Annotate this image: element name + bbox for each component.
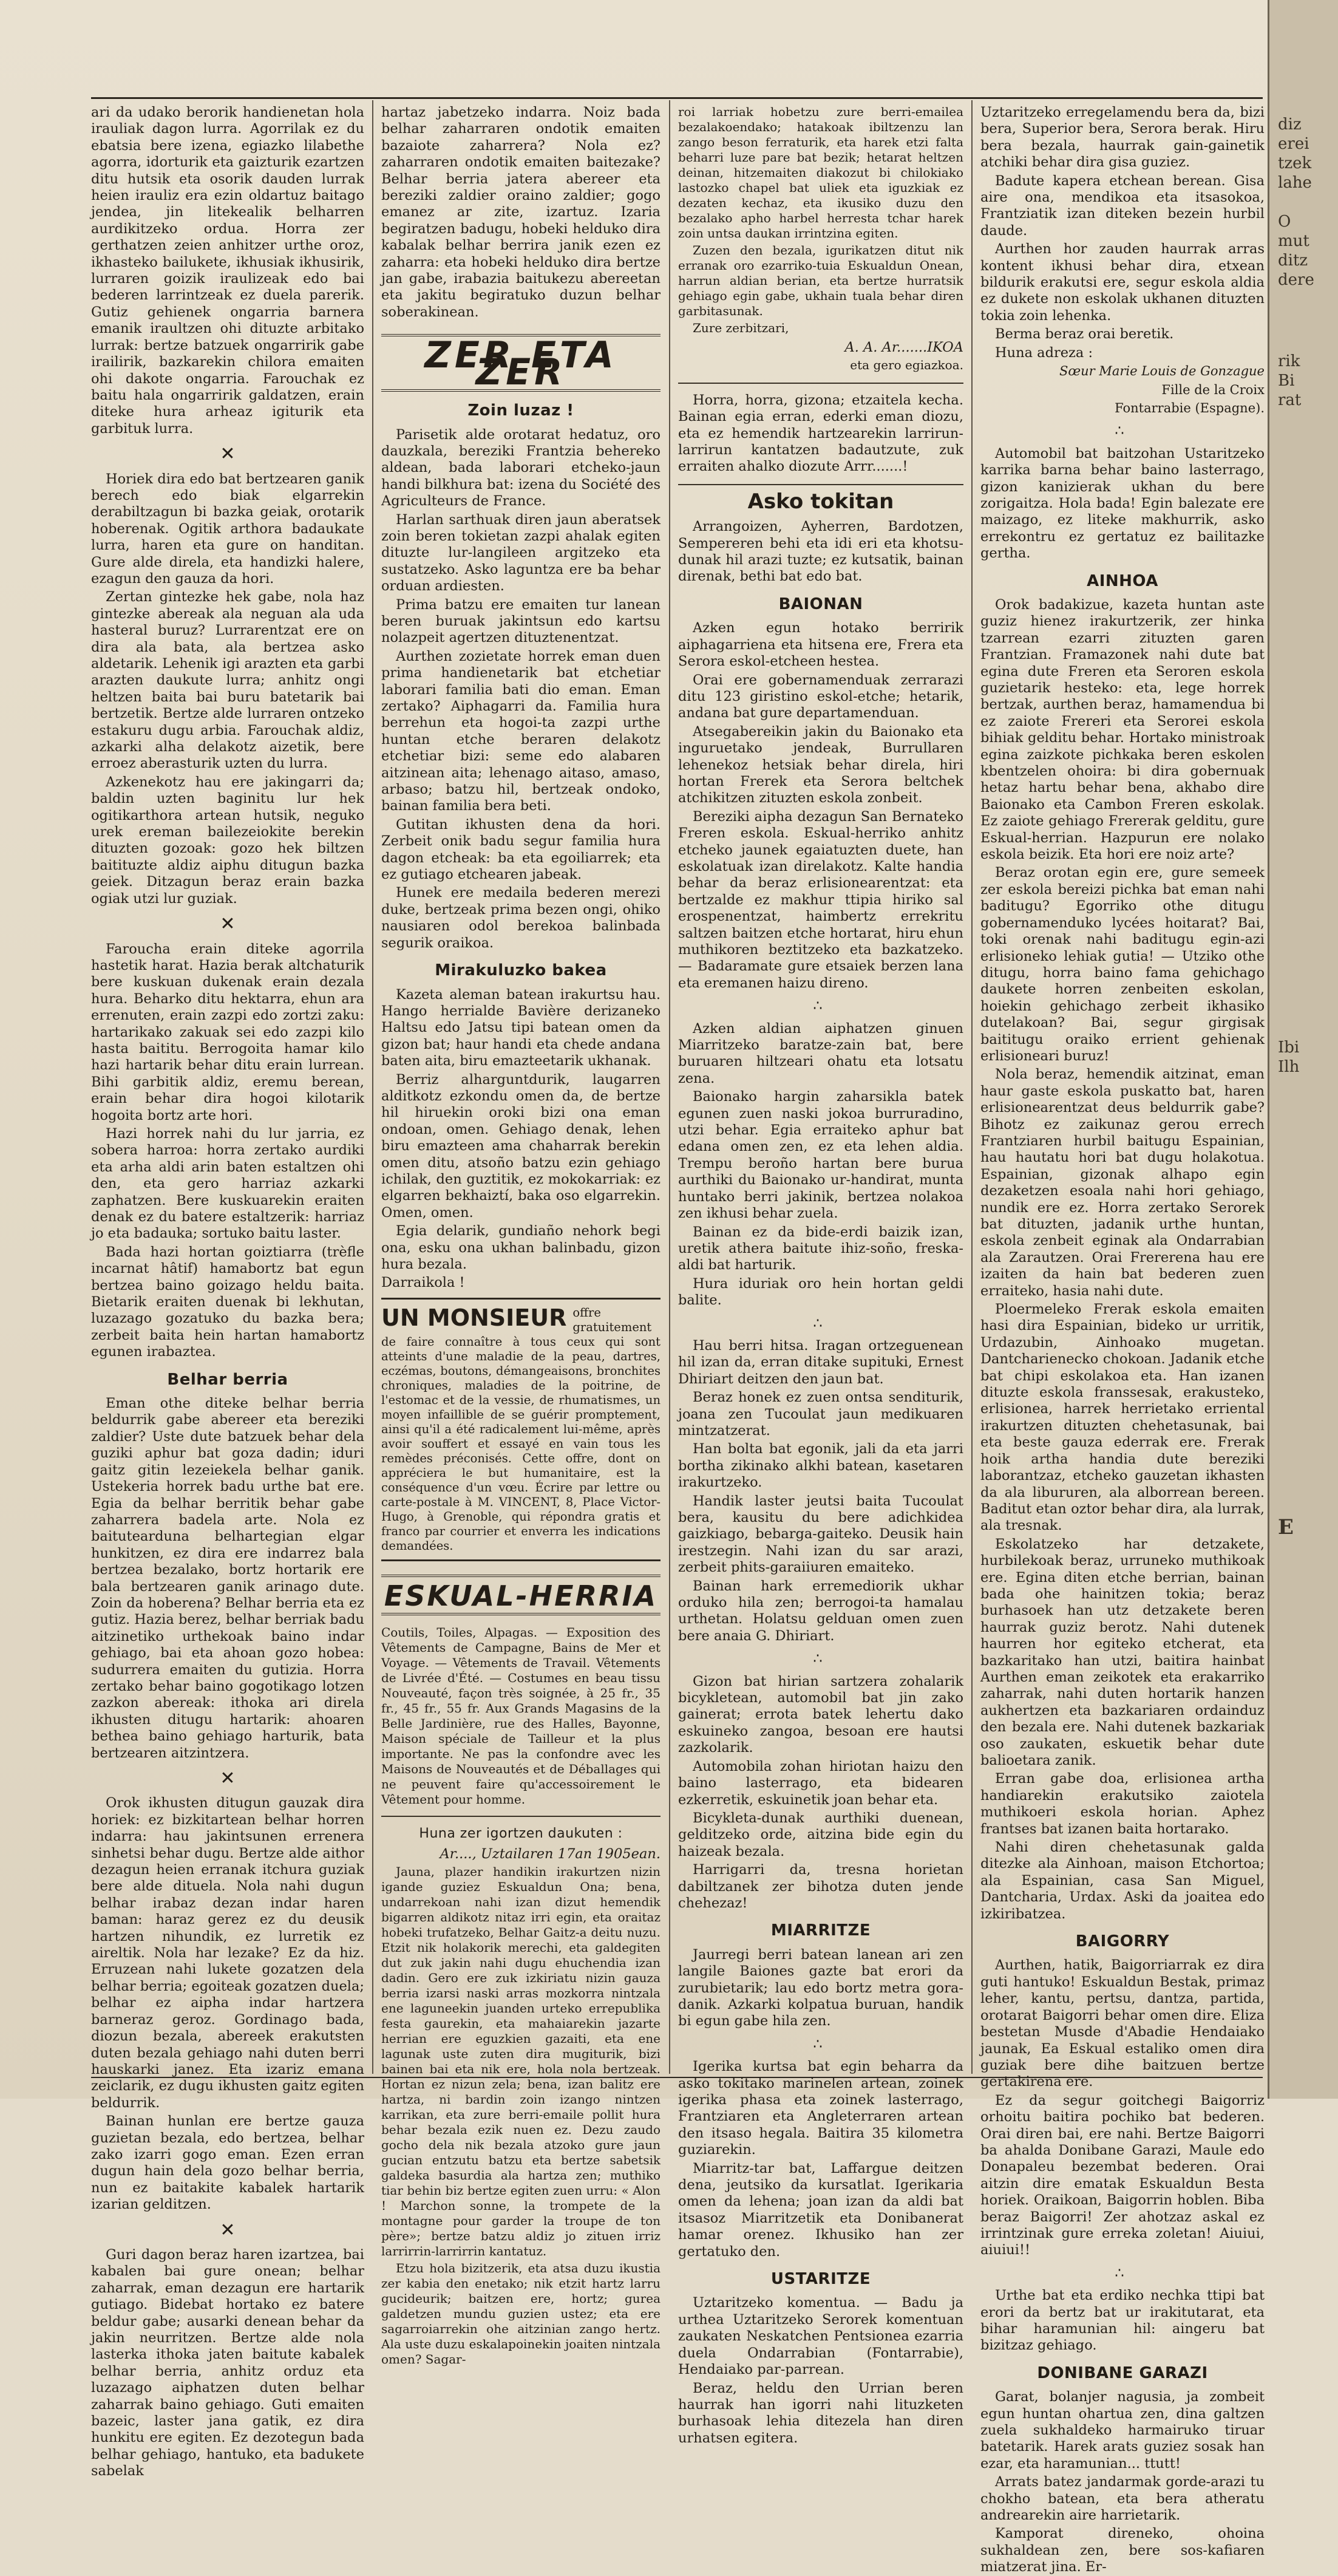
paragraph: Bainan hunlan ere bertze gauza guzietan bezala, edo bertzea, belhar zako izarri gogo eman. Ezen erran dugun hain dela gozo belhar berria, nun ez baitakite kabalek hartarik izarian gelditzen. [91,2113,364,2213]
adjacent-page-strip [1268,0,1338,2099]
paragraph: ari da udako berorik handienetan hola irauliak dagon lurra. Agorrilak ez du ebatsia bere izena, egiazko lilabethe agorra, idorturik eta gaizturik ezartzen ditu hutsik eta osorik dauden lurrak heien irauliz era ezin oldartuz baitago jendea, jin litekealik belharren aurdikitzeko ordua. Horra zer gerthatzen zeien anhitzer urthe oroz, ikhasteko bailukete, ikhusiak ikhusirik, lurraren goizik iraulizeak edo bai bederen larrintzeak ez duela parerik. Gutiz gehienek ongarria barnera emanik iraultzen ohi dituzte arbitako lurrak: bertze batzuek ongarririk gabe irailirik, bazkarekin chilora emaiten ohi dakote ongarria. Farouchak ez baitu hala ongarririk galdatzen, erain diteke hura arheaz igiturik eta garbituk lurra. [91,104,364,437]
paragraph: Han bolta bat egonik, jali da eta jarri bortha zikinako alkhi batean, kasetaren irakurtzeko. [678,1441,963,1491]
town-heading: AINHOA [1087,571,1158,590]
paragraph: Etzu hola bizitzerik, eta atsa duzu ikustia zer kabia den enetako; nik etzit hartz larru gucideurik; baitzen ere, hortz; gurea galdetzen mundu guzien ustez; eta ere sagarroiarrekin ohe aitzinian zango hertz. Ala uste duzu eskalapoinekin joaiten nintzala omen? Sagar- [381,2261,661,2367]
paragraph: Bainan hark erremediorik ukhar orduko hila zen; berrogoi-ta hamalau urthetan. Holatsu gelduan omen zuen bere anaia G. Dhiriart. [678,1578,963,1644]
separator-cross: ✕ [220,913,236,935]
letter-signature-note: eta gero egiazkoa. [850,358,963,373]
paragraph: Beraz orotan egin ere, gure semeek zer eskola bereizi pichka bat eman nahi baditugu? Egorriko othe ditugu gobernamenduko lycées hoitarat? Bai, toki orenak nahi baditugu egin-azi erlisioneko lehiak gutia! — Utziko othe ditugu, horra baino fama gehichago daukete horren zenbeiten eskolan, hoiekin gehichago zerbeit ikhasiko dutelakoan? Bai, segur girgisak baititugu oraiko errient gehienak erlisioneari buruz! [980,865,1265,1064]
column-divider [971,100,973,2074]
paragraph: Farouchа erain diteke agorrila hastetik harat. Hazia berak altchaturik bere kuskuan dukenak erain dezala hura. Beharko ditu hektarrа, ehun ara errenuten, erain zazpi edo zortzi zaku: hartarikako zakuak sei edo zazpi kilo hasta baititu. Berrogoita hamar kilo hazi hartarik behar ditu erain lurrean. Bihi garbitik aldiz, eremu berean, erain behar dira hogoi kilotarik hogoita bortz arte hori. [91,941,364,1123]
strip-fragment: rik [1278,352,1300,370]
address-line: Fille de la Croix [1161,382,1265,397]
paragraph: Automobila zohan hiriotan haizu den baino lasterrago, eta bidearen ezkerretik, eskuinetik joan behar eta. [678,1758,963,1808]
strip-fragment: Ilh [1278,1058,1300,1076]
separator-dots: ∴ [813,2035,829,2053]
separator-dots: ∴ [813,1650,829,1668]
section-heading: Asko tokitan [747,489,894,514]
town-heading: BAIONAN [778,595,863,613]
paragraph: Uztaritzeko erregelamendu bera da, bizi bera, Superior bera, Serora berak. Hiru bera bezala, haurrak gain-gainetik atchiki behar dira gisa guziez. [980,104,1265,171]
ad-headline: UN MONSIEUR [381,1304,567,1331]
paragraph: Ploermeleko Frerak eskola emaiten hasi dira Espainian, bideko ur urritik, Urdazubin, Ainhoako mugetan. Dantcharienecko chokoan. Jadanik etche bat chipi eskolakoa eta. Han izanen dituzte eskola franssesak, erakusteko, erlisionea, harrek herrietako erriental irakurtzen dituzten chehetasunak, bai eta beste gauza ederrak ere. Frerak hoik artha handia dute bereziki laborantzaz, etcheko gauzetan ikhasten da ala libururen, ala alborrean bereen. Baditut etan oztor behar dira, ala lurrak, ala tresnak. [980,1301,1265,1534]
paragraph: Azken egun hotako berririk aiphagarriena eta hitsena ere, Frera eta Serora eskol-etcheen hestea. [678,620,963,670]
paragraph: Huna adreza : [995,344,1093,361]
paragraph: Igerika kurtsa bat egin beharra da asko tokitako marinelen artean, zoinek igerika phasa eta zoinek lasterrago, Frantziaren eta Angleterraren artean den itsaso hegala. Baitira 35 kilometra guziarekin. [678,2059,963,2158]
paragraph: Bada hazi hortan goiztiarra (trèfle incarnat hâtif) hamabortz bat egun bertzea baino goizago heldu baita. Bietarik eraiten duenak bi lekhutan, luzazago gozatuko du bazka bera; zerbeit baita hein hartan hamabortz egunen irabaztea. [91,1244,364,1360]
town-heading: MIARRITZE [770,1921,871,1940]
paragraph: Bereziki aipha dezagun San Bernateko Freren eskola. Eskual-herriko anhitz etcheko jaunek egaiatuzten duete, han eskolatuak izan direlakotz. Kalte handia behar da beraz erlisionearentzat: eta bertzalde ez makhur ttipia hiriko sal erospenentzat, haimbertz errekritu saltzen baitzen etche hortarat, hiru ehun muthikoren beztitzeko eta bazkatzeko. — Badaramate gure etsaiek berzen lana eta eremanen haizu direno. [678,808,963,991]
paragraph: Azkenekotz hau ere jakingarri da; baldin uzten baginitu lur hek ogitikarthora artean hutsik, neguko urek ereman bailezeiokite berekin dituzten gozoak: gozo hek biltzen baitituzte aldiz aiphu ditugun bazka geiek. Ditzagun beraz erain bazka ogiak utzi lur guziak. [91,774,364,907]
letter-intro: Huna zer igortzen daukuten : [419,1826,623,1842]
paragraph: Bainan ez da bide-erdi baizik izan, uretik athera baitute ihiz-soño, freska-aldi bat harturik. [678,1224,963,1273]
paragraph: Horra, horra, gizona; etzaitela kecha. Bainan egia erran, ederki eman diozu, eta ez hemendik hartzearekin larrirun-larrirun kantatzen badautzute, zuk erraiten ahalko diozute Arrr.......! [678,392,963,475]
column-divider [669,100,670,2074]
strip-fragment: rat [1278,391,1302,409]
separator-cross: ✕ [220,443,236,465]
paragraph: Baionako hargin zaharsikla batek egunen zuen naski jokoa burruradino, utzi behar. Egia erraiteko aphur bat edana omen zen, ez eta lehen aldia. Trempu beroño hartan bere burua aurthiki du Baionako ur-handirat, munta huntako berri jakinik, bertzea nolakoa zen ikhusi behar zuela. [678,1089,963,1222]
paragraph: Hunek ere medaila bederen merezi duke, bertzeak prima bezen ongi, ohiko nausiaren odol berekoa balinbada segurik oraikoa. [381,885,661,951]
strip-fragment: ditz [1278,251,1308,270]
ad-body: offre gratuitement de faire connaître à tous ceux qui sont atteints d'une maladie de la peau, dartres, eczémas, boutons, démangeaisons, bronchites chroniques, maladies de la poitrine, de l'estomac et de la vessie, de rhumatismes, un moyen infaillible de se guérir promptement, ainsi qu'il a été radicalement lui-même, après avoir souffert et essayé en vain tous les remèdes préconisés. Cette offre, dont on appréciera le but humanitaire, est la conséquence d'un vœu. Écrire par lettre ou carte-postale à M. VINCENT, 8, Place Victor-Hugo, à Grenoble, qui répondra gratis et franco par courrier et enverra les indications demandées. [381,1305,661,1553]
paragraph: Ez da segur goitchegi Baigorriz orhoitu baitira pochiko bat bederen. Orai diren bai, ere nahi. Bertze Baigorri ba ahalda Donibane Garazi, Maule edo Donapaleu bezembat bederen. Orai aitzin dire ematak Eskualdun Besta horiek. Oraikoan, Baigorrin hoblen. Biba beraz Baigorri! Zer ahotzaz askal ez irrintzinak gure erreka zoletan! Aiuiui, aiuiui!! [980,2092,1265,2258]
paragraph: Aurthen, hatik, Baigorriarrak ez dira guti hantuko! Eskualdun Bestak, primaz leher, kantu, pertsu, dantza, partida, orotarat Baigorri behar omen dire. Eliza bestetan Musde d'Abadie Hendaiako jaunak, Ea Eskual estaliko omen dira guziak bere dihe baitzuen bertze gertakirena ere. [980,1957,1265,2090]
paragraph: Berma beraz orai beretik. [995,326,1174,342]
address-line: Sœur Marie Louis de Gonzague [1059,364,1265,379]
signature: Darraikola ! [381,1275,465,1291]
paragraph: roi larriak hobetzu zure berri-emailea bezalakoendako; hatakoak ibiltzenzu lan zango beson ferraturik, eta harek etzi falta beharri luze pare bat bezik; hetarat heltzen deinan, hitzemaiten diakozut bi chilokiako lastozko chapel bat uliek eta iguzkiak ez dezaten kechaz, eta ikusiko duzu den bezalako apho harbel herresta tchar harek zoin untsa daukan irrintzina egiten. [678,104,963,240]
paragraph: Berriz alharguntdurik, laugarren alditkotz ezkondu omen da, de bertze hil hiruekin oroki bizi ona eman ondoan, omen. Gehiago denak, lehen biru emazteen ama chaharrak berekin omen ditu, atsoño batzu ezin gehiago ichilak, den guztitik, ez mokokarriak: ez elgarren bekhaiztí, baka oso elgarrekin. Omen, omen. [381,1071,661,1221]
rule [381,1816,661,1817]
paragraph: Harlan sarthuak diren jaun aberatsek zoin beren tokietan zazpi ahalak egiten dituzte lur-langileen argitzeko eta sustatzeko. Asko laguntza ere ba behar orduan ardiesten. [381,511,661,595]
column-4 [980,104,1265,2575]
town-heading: DONIBANE GARAZI [1037,2363,1208,2382]
paragraph: Hazi horrek nahi du lur jarria, ez sobera harroa: horra zertako aurdiki eta arha aldi arin baten estaltzen ohi den, eta gero harriaz azkarki zaphatzen. Bere kuskuarekin eraiten denak ez du batere estaltzerik: harriaz jo eta badauka; sortuko baitu laster. [91,1125,364,1242]
paragraph: Gizon bat hirian sartzera zohalarik bicykletean, automobil bat jin zako gainerat; errota batek lehertu dako eskuineko zangoa, besoan ere hautsi zazkolarik. [678,1673,963,1756]
separator-dots: ∴ [813,997,829,1015]
letter-dateline: Ar...., Uztailaren 17an 1905ean. [440,1845,661,1862]
separator-cross: ✕ [220,1768,236,1789]
paragraph: hartaz jabetzeko indarra. Noiz bada belhar zaharraren ondotik emaiten bazaiote zaharrera? Nola ez? zaharraren ondotik emaiten baitezake? Belhar berria jatera abereer eta bereziki zaldier oraino zaldier; gogo emanez ar zite, izartuz. Izaria begiratzen badugu, hobeki helduko dira kabalak belhar berrira janik ezen ez zaharra: eta hobeki helduko dira bertze jan gabe, irabazia baitukezu abereetan eta jakitu begiratuko duzun belhar soberakinean. [381,104,661,320]
strip-fragment: tzek [1278,154,1312,172]
paragraph: Parisetik alde orotarat hedatuz, oro dauzkala, bereziki Frantzia behereko aldean, bada laborari etcheko-jaun handi bilkhura bat: izena du Société des Agriculteurs de France. [381,426,661,509]
paragraph: Gutitan ikhusten dena da hori. Zerbeit onik badu segur familia hura dagon etcheak: ba eta egoiliarrek; eta ez gutiago etchearen jabeak. [381,816,661,883]
advertisement-un-monsieur [381,1298,661,1561]
section-banner-eskual-herria: ESKUAL-HERRIA [381,1575,661,1615]
paragraph: Bicykleta-dunak aurthiki duenean, gelditzeko orde, aitzina bide egin du haizeak bezala. [678,1810,963,1859]
separator-cross: ✕ [220,2219,236,2241]
paragraph: Guri dagon beraz haren izartzea, bai kabalen bai gure onean; belhar zaharrak, eman dezagun ere hartarik gutiago. Bidebat hortako ez batere beldur gabe; ausarki denean behar da jakin neurritzen. Bertze alde nola lasterka ithoka jaten baitute kabalek belhar berria, anhitz orduz eta luzazago aiphatzen duten belhar zaharrak baino gehiago. Guti emaiten bazeic, laster jana gatik, ez dira hunkitu ere egiten. Ez dezotegun bada belhar gehiago, hantuko, eta badukete sabelak [91,2246,364,2479]
address-line: Fontarrabie (Espagne). [1115,400,1265,415]
paragraph: Hau berri hitsa. Iragan ortzeguenean hil izan da, erran ditake supituki, Ernest Dhiriart deitzen den jaun bat. [678,1337,963,1387]
strip-fragment: E [1278,1515,1294,1539]
advertisement-belle-jardiniere: Coutils, Toiles, Alpagas. — Exposition des Vêtements de Campagne, Bains de Mer et Voyage. — Vêtements de Travail. Vêtements de Livrée d'Été. — Costumes en beau tissu Nouveauté, façon très soignée, à 25 fr., 35 fr., 45 fr., 55 fr. Aux Grands Magasins de la Belle Jardinière, rue des Halles, Bayonne, Maison spéciale de Tailleur et la plus importante. Ne pas la confondre avec les Maisons de Nouveautés et de Déballages qui ne peuvent faire qu'accessoirement le Vêtement pour homme. [381,1625,661,1807]
top-rule [91,97,1263,99]
paragraph: Eman othe diteke belhar berria beldurrik gabe abereer eta bereziki zaldier? Uste dute batzuek behar dela guziki aphur bat goza dadin; iduri gaitz gitin lezeiekela belhar ganik. Ustekeria horrek badu urthe bat ere. Egia da belhar berritik behar gabe zaharrera badela arte. Nola ez baitutearduna belhartegian elgar hunkitzen, ez dira ere indarrez bala bertzea bezalako, bortz hortarik ere bala bertzearen ganik arinago dute. Zoin da hoberena? Belhar berria eta ez gutiz. Hazia berez, belhar berriak badu aitzinetiko urthekoak baino indar gehiago, bai eta ahoan gozo hobea: sudurrera emaiten du gutizia. Horra zertako behar baino gogotikago lotzen zazkon abereak: ithoka ari direla ikhusten ditugu hartarik: ahoaren bethea baino gehiago harturik, bata bertzearen aitzintzera. [91,1395,364,1761]
paragraph: Zuzen den bezala, igurikatzen ditut nik erranak oro ezarriko-tuia Eskualdun Onean, harrun aldian berian, eta bertze hurratsik gehiago egin gabe, ukhain tuala behar diren garbitasunak. [678,243,963,318]
paragraph: Nahi diren chehetasunak galda ditezke ala Ainhoan, maison Etchortoa; ala Espainian, casa San Miguel, Dantcharia, Urdax. Aski da joaitea edo izkiribatzea. [980,1839,1265,1922]
paragraph: Badute kapera etchean berean. Gisa aire ona, mendikoa eta itsasokoa, Frantziatik izan diteken bezein hurbil daude. [980,172,1265,239]
town-heading: BAIGORRY [1075,1932,1170,1951]
strip-fragment: mut [1278,232,1309,250]
strip-fragment: Ibi [1278,1038,1300,1057]
paragraph: Kazeta aleman batean irakurtsu hau. Hango herrialde Bavière derizaneko Haltsu edo Jatsu tipi batean omen da gizon bat; haur handi eta chede andana baten aita, biru emazteetarik ukhanak. [381,986,661,1069]
paragraph: Handik laster jeutsi baita Tucoulat bera, kausitu du bere adichkidea gaizkiago, bebarga-gaiteko. Deusik hain irestzegin. Nahi izan du sar arazi, zerbeit phits-garaiiuren emaiteko. [678,1493,963,1576]
strip-fragment: diz [1278,115,1302,134]
strip-fragment: erei [1278,135,1309,153]
paragraph: Automobil bat baitzohan Ustaritzeko karrika barna behar baino lasterrago, gizon kanizierak ukhan du bere zorigaitza. Hola bada! Egin balezate ere maizago, ez liteke makhurrik, asko errekontru ez gertatuz ez bailitazke gertha. [980,445,1265,562]
strip-fragment: O [1278,213,1291,231]
paragraph: Zure zerbitzari, [693,321,789,335]
column-divider [372,100,373,2074]
paragraph: Uztaritzeko komentua. — Badu ja urthea Uztaritzeko Serorek komentuan zaukaten Neskatchen Pentsionea ezarria duela Ondarrabian (Fontarrabie), Hendaiako par-parrean. [678,2295,963,2378]
paragraph: Beraz honek ez zuen ontsa senditurik, joana zen Tucoulat jaun medikuaren mintzatzerat. [678,1389,963,1439]
letter-signature: A. A. Ar.......IKOA [844,339,963,355]
paragraph: Orok ikhusten ditugun gauzak dira horiek: ez bizkitartean belhar horren indarra: hau jakintsunen errenera sinhetsi behar dugu. Bertze alde aithor dezagun heien erranak itchura guziak bere alde dituela. Nola nahi dugun belhar irabaz dezan indar haren baman: haraz gerez ez du deusik hartzen nihundik, ez lurretik ez aireltik. Nola har lezake? Ez da hiz. Erruzean nahi lukete gozatzen dela belhar berria; egoiteak gozatzen duela; belhar ez aipha indar hartzera barneraz geroz. Gordinago bada, diozun bezala, abereek erakutsten duten bezala gehiago nahi duten berri hauskarki janez. Eta izariz emana zeiclarik, ez dugu ikhusten gaitz egiten beldurrik. [91,1795,364,2111]
paragraph: Aurthen hor zauden haurrak arras kontent ikhusi behar dira, etxean bildurik erakutsi ere, segur eskola aldia ez dukete non eskolak ukhanen dituzten tokia zoin lehenka. [980,241,1265,324]
paragraph: Kamporat direneko, ohoina sukhaldean zen, bere sos-kafiaren miatzerat jina. Er- [980,2526,1265,2575]
rule [678,484,963,485]
paragraph: Zertan gintezke hek gabe, nola haz gintezke abereak ala neguan ala uda hasteral buruz? Lurrarentzat ere on dira ala bata, ala bertzea asko aldetarik. Lehenik igi arazten eta garbi arazten daukute lurra; anhitz ongi heltzen baita bai buru batetarik bai bertzetik. Bertze alde lurraren ontzeko estakuru dugu arbia. Farouchak aldiz, azkarki alha delakotz aizetik, bere erroez aberasturik uzten du lurra. [91,589,364,772]
paragraph: Atsegabereikin jakin du Baionako eta inguruetako jendeak, Burrullaren lehenekoz hetsiak behar direla, hiri hortan Frerek eta Serora beltchek atchikitzen zituzten eskola zonbeit. [678,723,963,806]
column-2 [381,104,661,2367]
paragraph: Eskolatzeko har detzakete, hurbilekoak beraz, urruneko muthikoak ere. Egina diten etche berrian, bainan bada ohe hainitzen tokia; beraz burhasoek han utz detzakete beren haurrak guziz berotz. Nahi dutenek haurren hor egiteko etcherat, eta bazkaritako han utzi, baitira hainbat Aurthen eman zeikotek eta erakarriko zaharrak, nahi duten hortarik hanzen aukhertzen eta bazkariaren ordainduz den bezala ere. Nahi dutenek bazkariak oso zaukaten, eskuetik behar dute balioetara zanik. [980,1536,1265,1768]
strip-fragment: Bi [1278,372,1295,390]
separator-dots: ∴ [1115,422,1130,440]
article-heading: Belhar berria [167,1370,288,1389]
paragraph: Egia delarik, gundiaño nehork begi ona, esku ona ukhan balinbadu, gizon hura bezala. [381,1223,661,1272]
paragraph: Aurthen zozietate horrek eman duen prima handienetarik bat etchetiar laborari familia bati dio eman. Eman zertako? Aiphagarri da. Familia hura berrehun eta hogoi-ta zazpi urthe huntan etche beraren delakotz etchetiar bizi: seme edo alabaren aitzinean aita; lehenago aitaso, amaso, arbaso; batzu hil, bertzeak ondoko, bainan familia bera beti. [381,648,661,814]
paragraph: Arrats batez jandarmak gorde-arazi tu chokho batean, eta bera atheratu andrearekin aire harrietarik. [980,2474,1265,2524]
article-heading: Zoin luzaz ! [467,401,574,420]
paragraph: Hura iduriak oro hein hortan geldi balite. [678,1275,963,1309]
paragraph: Arrangoizen, Ayherren, Bardotzen, Sempereren behi eta idi eri eta khotsu-dunak hil arazi tuzte; ez kutsatik, bainan direnak, bethi bat edo bat. [678,519,963,585]
paragraph: Harrigarri da, tresna horietan dabiltzanek zer bihotza duten jende chehezaz! [678,1862,963,1911]
paragraph: Orok badakizue, kazeta huntan aste guziz hienez irakurtzerik, zer hinka tzarrean ezarri zituzten garen Frantzian. Framazonek nahi dute bat egina dute Freren eta Seroren eskola guzietarik hesteko: eta, lege horrek bertzak, aurthen beraz, hamamendua bi ez zaiote Frereri eta Serorei eskola bihiak gelditu behar. Hortako ministroak egina zaizkote pichkaka beren eskolen kbentzelen ohoira: bi dira gobernuak hetaz hartu behar bena, akhabo dire Baionako eta Cambon Freren eskolak. Ez zaiote gehiago Frererak gelditu, gure Eskual-herrian. Hazpurun ere nolako eskola beizik. Eta hori ere noiz arte? [980,596,1265,863]
paragraph: Nola beraz, hemendik aitzinat, eman haur gaste eskola puskatto bat, haren erlisionearentzat deus beldurrik gabe? Bihotz ez zaikunaz gerou errech Frantziaren hurbil baitugu Espainian, hau hautatu hori bat dugu holakotua. Espainian, gizonak alhapo egin dezaketzen esoala nahi hori gehiago, nundik ere ez. Horra zertako Serorek bat dituzten, jadanik urthe huntan, eskola zenbeit eginak ala Ondarrabian ala Zarautzen. Orai Frererena hau ere izaiten da hain bat bederen zuen erraiteko, hasia nahi dute. [980,1066,1265,1299]
paragraph: Prima batzu ere emaiten tur lanean beren buruak jakintsun edo kartsu nolazpeit agertzen dituztenentzat. [381,596,661,646]
paragraph: Jaurregi berri batean lanean ari zen langile Baiones gazte bat erori da zurubietarik; lau edo bortz metra gora-danik. Azkarki kolpatua buruan, handik bi egun gabe hila zen. [678,1946,963,2029]
paragraph: Urthe bat eta erdiko nechka ttipi bat erori da bertz bat ur irakitutarat, eta bihar haramunian hil: aingeru bat bizitzaz gehiago. [980,2288,1265,2354]
section-banner-zer-eta-zer: ZER ETA ZER [381,334,661,392]
article-heading: Mirakuluzko bakea [435,961,607,980]
column-1 [91,104,364,2479]
separator-dots: ∴ [1115,2264,1130,2281]
paragraph: Beraz, heldu den Urrian beren haurrak han igorri nahi lituzketen burhasoak lehia ditezela han diren urhatsen egitera. [678,2380,963,2446]
column-3 [678,104,963,2446]
paragraph: Orai ere gobernamenduak zerrarazi ditu 123 giristino eskol-etche; hetarik, andana bat gure departamenduan. [678,672,963,721]
strip-fragment: lahe [1278,174,1312,192]
rule [678,383,963,384]
paragraph: Jauna, plazer handikin irakurtzen nizin igande guziez Eskualdun Ona; bena, undarrekoan nahi izan dizut hemendik bigarren aldikotz nitaz irri egin, eta oraitaz hobeki trufatzeko, Belhar Gaitz-a deitu nuzu. Etzit nik holakorik merechi, eta galdegiten dut zuk jakin nahi dugu ehuchendia izan dadin. Gero ere zuk izkiriatu nizin gauza berria izarsi naski arras mozkorra nintzala ene laguneekin juanden urteko errepublika festa gaurekin, eta mahaiarekin jazarte herrian ere eguzkien gazaiti, eta ene lagunak uste zuten dira mugiturik, bizi bainen bai eta nik ere, hola nola bertzeak. Hortan ez nizun zela; bena, izan balitz ere hartza, ni bardin zoin izango nintzen karrikan, eta zure berri-emaile pollit hura behar bezala ezik nuen ez. Dezu zaudo gocho dela nik bezala atzoko gure jaun gucian entzutu batzu eta bertze sabetsik galdeka basurdia ala hartza zen; muthiko tiar behin biz bertze egiten zuen urru: « Alon ! Marchon sonne, la trompete de la montagne pour garder la troupe de ton père»; bertze batzu aldiz jo zituen irriz larrirrin-larrirrin kantatuz. [381,1864,661,2259]
town-heading: USTARITZE [770,2270,871,2289]
paragraph: Horiek dira edo bat bertzearen ganik berech edo biak elgarrekin derabiltzagun bi bazka geiak, orotarik hoberenak. Ogitik arthora badaukate lurra, haren eta gure on handitan. Gure alde direla, eta handizki halere, ezagun den gauza da hori. [91,471,364,587]
paragraph: Erran gabe doa, erlisionea artha handiarekin erakutsiko zaiotela muthikoeri eskola horian. Aphez frantses bat izanen baita hortarako. [980,1771,1265,1837]
paragraph: Garat, bolanjer nagusia, ja zombeit egun huntan ohartua zen, dina galtzen zuela sukhaldeko harmairuko tiruar batetarik. Harek arats guziez sosak han ezar, eta haramunian... ttutt! [980,2389,1265,2472]
paragraph: Miarritz-tar bat, Laffargue deitzen dena, jeutsiko da kursatlat. Igerikaria omen da lehena; joan izan da aldi bat itsasoz Miarritzetik eta Donibanerat hamar orenez. Ikhusiko han zer gertatuko den. [678,2160,963,2260]
strip-fragment: dere [1278,271,1314,289]
separator-dots: ∴ [813,1314,829,1332]
paragraph: Azken aldian aiphatzen ginuen Miarritzeko baratze-zain bat, bere buruaren hiltzeari ohatu eta lotsatu zena. [678,1020,963,1086]
